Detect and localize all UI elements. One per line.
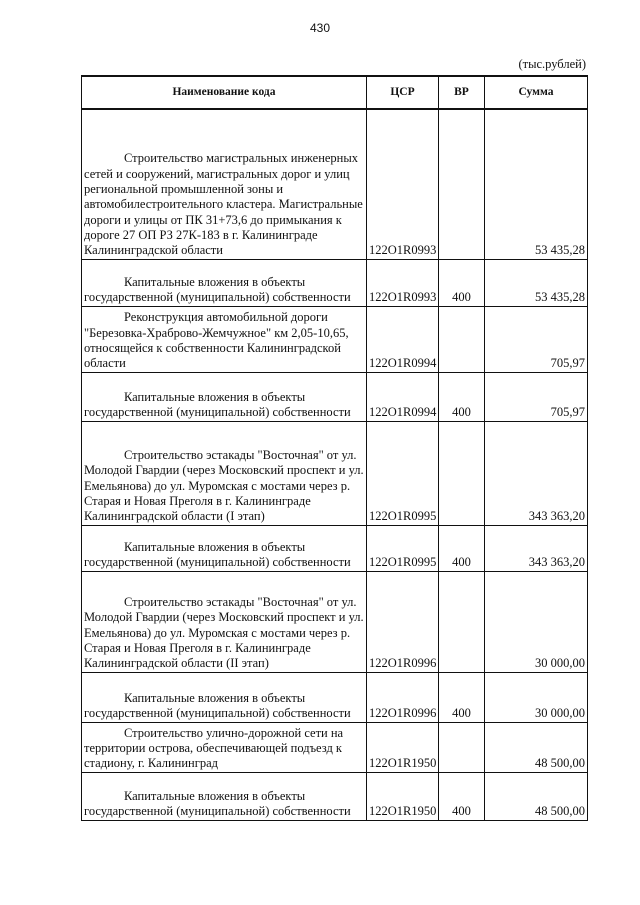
row-vr: 400 (439, 372, 485, 421)
row-vr: 400 (439, 525, 485, 571)
header-sum: Сумма (485, 76, 588, 109)
row-sum: 53 435,28 (485, 109, 588, 259)
row-vr (439, 306, 485, 372)
row-sum: 30 000,00 (485, 571, 588, 672)
header-name: Наименование кода (82, 76, 367, 109)
row-code: 122О1R0996 (367, 571, 439, 672)
row-code: 122О1R0994 (367, 372, 439, 421)
row-vr (439, 571, 485, 672)
row-code: 122О1R0993 (367, 109, 439, 259)
row-code: 122О1R0996 (367, 672, 439, 722)
row-sum: 343 363,20 (485, 525, 588, 571)
row-code: 122О1R0995 (367, 421, 439, 525)
row-code: 122О1R1950 (367, 772, 439, 820)
table-row (82, 672, 588, 722)
table-row (82, 421, 588, 525)
row-name: Капитальные вложения в объекты государственной (муниципальной) собственности (82, 259, 367, 306)
table-row (82, 772, 588, 820)
table-header-row (82, 76, 588, 109)
table-row (82, 525, 588, 571)
table-row (82, 259, 588, 306)
table-row (82, 306, 588, 372)
row-name: Капитальные вложения в объекты государственной (муниципальной) собственности (82, 772, 367, 820)
row-sum: 48 500,00 (485, 722, 588, 772)
row-code: 122О1R1950 (367, 722, 439, 772)
row-vr (439, 109, 485, 259)
row-sum: 48 500,00 (485, 772, 588, 820)
row-name: Строительство улично-дорожной сети на территории острова, обеспечивающей подъезд к стадиону, г. Калининград (82, 722, 367, 772)
row-vr: 400 (439, 772, 485, 820)
row-vr (439, 722, 485, 772)
table-row (82, 571, 588, 672)
row-vr: 400 (439, 672, 485, 722)
row-name: Строительство эстакады "Восточная" от ул. Молодой Гвардии (через Московский проспект и ул. Емельянова) до ул. Муромская с мостами через р. Старая и Новая Преголя в г. Калининграде Калининградской области (I этап) (82, 421, 367, 525)
row-code: 122О1R0993 (367, 259, 439, 306)
table-row (82, 372, 588, 421)
row-name: Капитальные вложения в объекты государственной (муниципальной) собственности (82, 672, 367, 722)
row-sum: 30 000,00 (485, 672, 588, 722)
row-sum: 343 363,20 (485, 421, 588, 525)
budget-table (81, 75, 588, 821)
row-sum: 705,97 (485, 306, 588, 372)
table-row (82, 722, 588, 772)
row-name: Строительство эстакады "Восточная" от ул. Молодой Гвардии (через Московский проспект и ул. Емельянова) до ул. Муромская с мостами через р. Старая и Новая Преголя в г. Калининграде Калининградской области (II этап) (82, 571, 367, 672)
header-vr: ВР (439, 76, 485, 109)
page-number: 430 (309, 21, 331, 35)
row-code: 122О1R0995 (367, 525, 439, 571)
row-vr (439, 421, 485, 525)
row-sum: 53 435,28 (485, 259, 588, 306)
unit-note: (тыс.рублей) (518, 57, 586, 71)
row-code: 122О1R0994 (367, 306, 439, 372)
row-vr: 400 (439, 259, 485, 306)
row-sum: 705,97 (485, 372, 588, 421)
header-code: ЦСР (367, 76, 439, 109)
row-name: Реконструкция автомобильной дороги "Березовка-Храброво-Жемчужное" км 2,05-10,65, относящейся к собственности Калининградской области (82, 306, 367, 372)
row-name: Капитальные вложения в объекты государственной (муниципальной) собственности (82, 372, 367, 421)
table-row (82, 109, 588, 259)
row-name: Капитальные вложения в объекты государственной (муниципальной) собственности (82, 525, 367, 571)
row-name: Строительство магистральных инженерных сетей и сооружений, магистральных дорог и улиц региональной промышленной зоны и автомобилестроительного кластера. Магистральные дороги и улицы от ПК 31+73,6 до примыкания к дороге 27 ОП РЗ 27К-183 в г. Калининграде Калининградской области (82, 109, 367, 259)
